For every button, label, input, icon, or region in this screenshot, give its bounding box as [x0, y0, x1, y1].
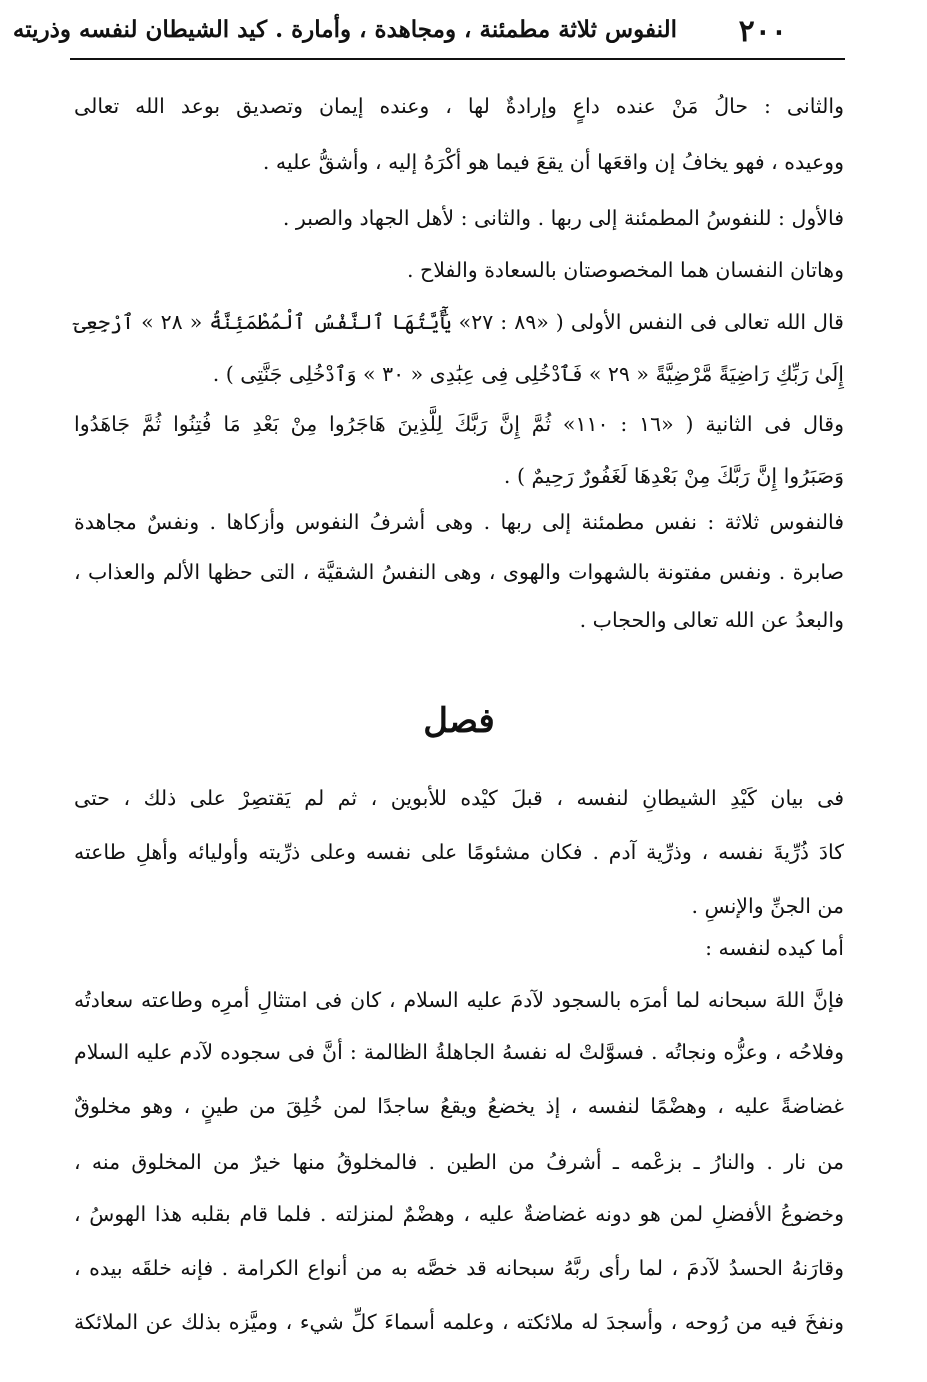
text-line: فالأول : للنفوسُ المطمئنة إلى ربها . والثانى : لأهل الجهاد والصبر . — [282, 206, 844, 230]
text-line: صابرة . ونفس مفتونة بالشهوات والهوى ، وهى النفسُ الشقيَّة ، التى حظها الألم والعذاب ، — [74, 560, 844, 584]
text-line: وخضوعُ الأفضلِ لمن هو دونه غضاضةٌ عليه ، وهضْمٌ لمنزلته . فلما قام بقلبه هذا الهوسُ ، — [74, 1202, 844, 1226]
text-line: ونفخَ فيه من رُوحه ، وأسجدَ له ملائكته ، وعلمه أسماءَ كلِّ شيء ، وميَّزه بذلك عن الملائكة — [74, 1310, 844, 1334]
running-title: النفوس ثلاثة مطمئنة ، ومجاهدة ، وأمارة . كيد الشيطان لنفسه وذريته — [12, 16, 677, 43]
header-divider — [70, 58, 845, 60]
page-header — [12, 4, 845, 56]
text-line: من نار . والنارُ ـ بزعْمه ـ أشرفُ من الطين . فالمخلوقُ منها خيرٌ من المخلوق منه ، — [74, 1150, 844, 1174]
text-line: فإنَّ اللهَ سبحانه لما أمرَه بالسجود لآدمَ عليه السلام ، كان فى امتثالِ أمرِه وطاعته سعادتُه — [74, 988, 844, 1012]
text-line: ووعيده ، فهو يخافُ إن واقعَها أن يقعَ فيما هو أكْرَهُ إليه ، وأشقُّ عليه . — [262, 150, 844, 174]
text-line: وَصَبَرُوا إِنَّ رَبَّكَ مِنْ بَعْدِهَا لَغَفُورٌ رَحِيمٌ ) . — [503, 464, 844, 488]
text-line: قال الله تعالى فى النفس الأولى ( «٨٩ : ٢٧» يَٰٓأَيَّتُهَا ٱلنَّفْسُ ٱلْمُطْمَئِنَّةُ « ٢٨ » ٱرْجِعِىٓ — [74, 310, 844, 334]
text-line: فى بيان كَيْدِ الشيطانِ لنفسه ، قبلَ كيْده للأبوين ، ثم لم يَقتصِرْ على ذلك ، حتى — [74, 786, 844, 810]
text-line: والبعدُ عن الله تعالى والحجاب . — [579, 608, 844, 632]
page-number: ٢٠٠ — [738, 14, 787, 49]
section-heading: فصل — [423, 701, 495, 741]
text-line: وقال فى الثانية ( «١٦ : ١١٠» ثُمَّ إِنَّ رَبَّكَ لِلَّذِينَ هَاجَرُوا مِنْ بَعْدِ مَا فُتِنُوا ثُمَّ جَاهَدُوا — [74, 412, 844, 436]
text-line: كادَ ذُرِّيةَ نفسه ، وذرِّية آدم . فكان مشئومًا على نفسه وعلى ذرِّيته وأوليائه وأهلِ طاعته — [74, 840, 844, 864]
text-line: من الجنِّ والإنسِ . — [691, 894, 844, 918]
subheading-line: أما كيده لنفسه : — [705, 936, 844, 960]
text-line: وهاتان النفسان هما المخصوصتان بالسعادة والفلاح . — [406, 258, 844, 282]
text-line: وفلاحُه ، وعزُّه ونجاتُه . فسوَّلتْ له نفسهُ الجاهلةُ الظالمة : أنَّ فى سجوده لآدم عليه السلام — [74, 1040, 844, 1064]
text-line: والثانى : حالُ مَنْ عنده داعٍ وإرادةٌ لها ، وعنده إيمان وتصديق بوعد الله تعالى — [74, 94, 844, 118]
text-line: فالنفوس ثلاثة : نفس مطمئنة إلى ربها . وهى أشرفُ النفوس وأزكاها . ونفسٌ مجاهدة — [74, 510, 844, 534]
text-line: وقارَنهُ الحسدُ لآدمَ ، لما رأى ربَّهُ سبحانه قد خصَّه به من أنواع الكرامة . فإنه خلقَه بيده ، — [74, 1256, 844, 1280]
text-line: إِلَىٰ رَبِّكِ رَاضِيَةً مَّرْضِيَّةً « ٢٩ » فَٱدْخُلِى فِى عِبَٰدِى « ٣٠ » وَٱدْخُلِى جَنَّتِى ) . — [212, 362, 844, 386]
text-line: غضاضةً عليه ، وهضْمًا لنفسه ، إذ يخضعُ ويقعُ ساجدًا لمن خُلِقَ من طينٍ ، وهو مخلوقٌ — [74, 1094, 844, 1118]
